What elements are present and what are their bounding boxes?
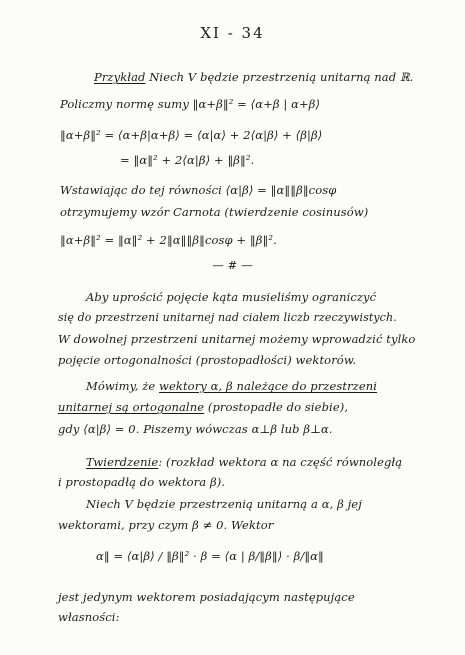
- theorem-heading: Twierdzenie: [86, 455, 159, 469]
- theorem-line-2: i prostopadłą do wektora β).: [58, 475, 226, 489]
- projection-formula: α‖ = ⟨α|β⟩ / ‖β‖² · β = ⟨α | β/‖β‖⟩ · β/‖α‖: [96, 549, 324, 563]
- definition-line-1: [86, 379, 377, 393]
- definition-underlined-2: unitarnej są ortogonalne: [58, 400, 205, 414]
- example-line-1: [94, 70, 413, 84]
- text-line-11: W dowolnej przestrzeni unitarnej możemy wprowadzić tylko: [58, 332, 416, 346]
- page-label: XI - 34: [200, 24, 265, 42]
- text-line-9: Aby uprościć pojęcie kąta musieliśmy ograniczyć: [86, 290, 377, 304]
- theorem-text: : (rozkład wektora α na część równoległą: [158, 455, 403, 469]
- theorem-line-4: wektorami, przy czym β ≠ 0. Wektor: [58, 518, 274, 532]
- text-line-6: otrzymujemy wzór Carnota (twierdzenie cosinusów): [60, 205, 369, 219]
- definition-line-3: gdy ⟨α|β⟩ = 0. Piszemy wówczas α⊥β lub β⊥α.: [58, 422, 333, 436]
- definition-rest: (prostopadłe do siebie),: [204, 400, 349, 414]
- text-line-2: Policzmy normę sumy ‖α+β‖² = ⟨α+β | α+β⟩: [60, 97, 321, 111]
- definition-intro: Mówimy, że: [86, 379, 160, 393]
- example-heading: Przykład: [94, 70, 146, 84]
- example-text: Niech V będzie przestrzenią unitarną nad ℝ.: [145, 70, 414, 84]
- theorem-line-3: Niech V będzie przestrzenią unitarną a α, β jej: [86, 497, 362, 511]
- theorem-line-7: własności:: [58, 610, 120, 624]
- text-line-12: pojęcie ortogonalności (prostopadłości) wektorów.: [58, 353, 357, 367]
- formula-line-2: = ‖α‖² + 2⟨α|β⟩ + ‖β‖².: [120, 153, 255, 167]
- text-line-10: się do przestrzeni unitarnej nad ciałem liczb rzeczywistych.: [58, 311, 397, 324]
- definition-underlined-1: wektory α, β należące do przestrzeni: [159, 379, 378, 393]
- section-divider: — # —: [212, 258, 253, 272]
- definition-line-2: [58, 400, 348, 414]
- theorem-line-1: [86, 455, 402, 469]
- carnot-formula: ‖α+β‖² = ‖α‖² + 2‖α‖‖β‖cosφ + ‖β‖².: [60, 233, 277, 247]
- formula-line-1: ‖α+β‖² = ⟨α+β|α+β⟩ = ⟨α|α⟩ + 2⟨α|β⟩ + ⟨β|β⟩: [60, 128, 323, 142]
- text-line-5: Wstawiając do tej równości ⟨α|β⟩ = ‖α‖‖β‖cosφ: [60, 183, 337, 197]
- theorem-line-6: jest jedynym wektorem posiadającym następujące: [58, 590, 355, 604]
